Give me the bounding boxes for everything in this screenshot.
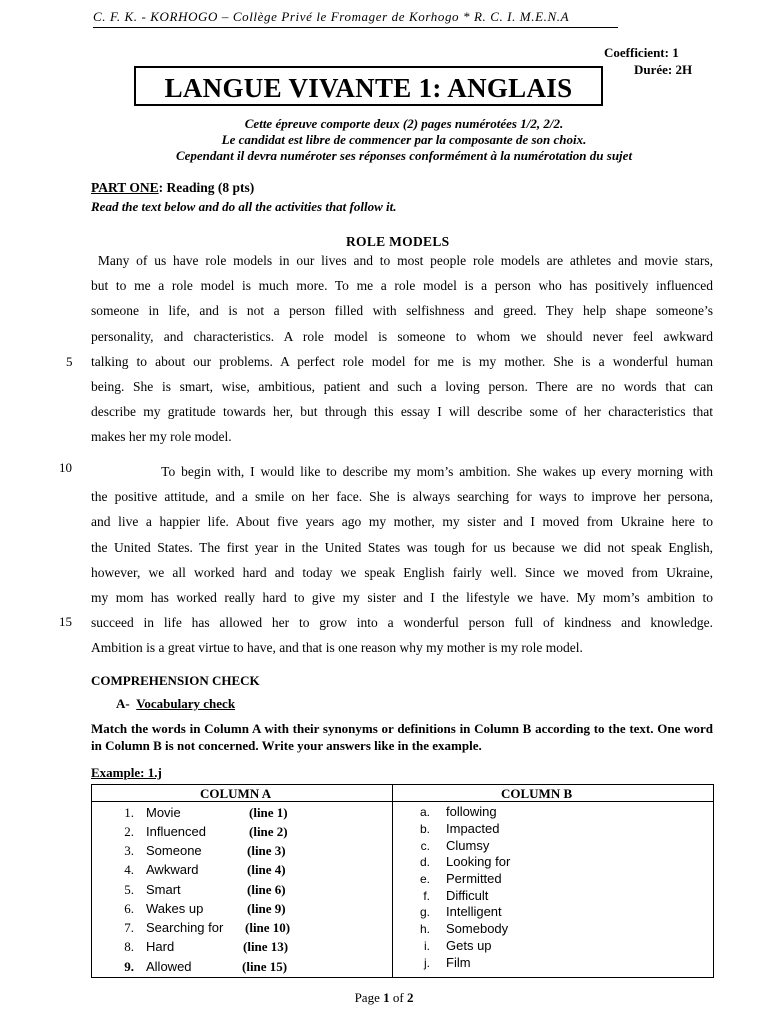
part-one-points: : Reading (8 pts)	[158, 180, 255, 195]
column-a-header: COLUMN A	[200, 786, 272, 801]
total-pages: 2	[406, 990, 414, 1005]
column-b-row	[392, 938, 714, 955]
duration: Durée: 2H	[634, 62, 693, 77]
row-line-ref: (line 13)	[243, 939, 289, 954]
row-letter: d.	[419, 855, 430, 869]
column-b-row	[392, 854, 714, 871]
text-line: but to me a role model is much more. To me a role model is a person who has positively influenced	[91, 278, 713, 294]
column-b-row	[392, 904, 714, 921]
row-number: 8.	[124, 939, 134, 954]
row-word: Movie	[146, 805, 181, 820]
text-line: To begin with, I would like to describe my mom’s ambition. She wakes up every morning with	[91, 464, 713, 479]
column-a-row	[92, 822, 392, 841]
text-line: talking to about our problems. A perfect role model for me is my mother. She is a wonderful human	[91, 353, 713, 369]
text-line: describe my gratitude towards her, but through this essay I will describe some of her characteristics that	[91, 404, 713, 420]
row-line-ref: (line 15)	[242, 959, 288, 974]
row-line-ref: (line 6)	[247, 882, 286, 897]
header-rule	[93, 27, 618, 28]
row-line-ref: (line 2)	[249, 824, 288, 839]
page-footer	[0, 990, 768, 1006]
row-word: Hard	[146, 939, 175, 954]
school-header: C. F. K. - KORHOGO – Collège Privé le Fromager de Korhogo * R. C. I. M.E.N.A	[93, 9, 570, 24]
row-word: Influenced	[146, 824, 206, 839]
row-word: Intelligent	[446, 904, 502, 919]
row-number: 9.	[124, 959, 134, 974]
column-b-header: COLUMN B	[501, 786, 573, 801]
matching-table	[91, 784, 714, 978]
part-one-heading	[91, 180, 254, 196]
vocab-label: Vocabulary check	[136, 696, 236, 711]
exam-title: LANGUE VIVANTE 1: ANGLAIS	[134, 66, 603, 106]
table-header-rule	[92, 801, 713, 802]
paragraph-2	[91, 459, 713, 661]
column-a-row	[92, 880, 392, 899]
text-line: the United States. The first year in the United States was tough for us because we did not speak English,	[91, 539, 713, 555]
text-line: makes her my role model.	[91, 429, 232, 445]
row-letter: g.	[419, 905, 430, 919]
column-a-row	[92, 860, 392, 879]
row-number: 6.	[124, 901, 134, 916]
row-line-ref: (line 3)	[247, 843, 286, 858]
reading-instruction: Read the text below and do all the activities that follow it.	[91, 199, 397, 214]
column-b-row	[392, 871, 714, 888]
example: Example: 1.j	[91, 765, 162, 780]
paragraph-1	[91, 248, 713, 450]
row-letter: c.	[420, 839, 430, 853]
row-letter: e.	[419, 872, 430, 886]
row-word: Smart	[146, 882, 181, 897]
row-letter: a.	[419, 805, 430, 819]
column-a-row	[92, 918, 392, 937]
row-word: Somebody	[446, 921, 509, 936]
row-word: Permitted	[446, 871, 502, 886]
row-letter: i.	[424, 939, 430, 953]
column-b-row	[392, 838, 714, 855]
column-b-row	[392, 804, 714, 821]
column-b-row	[392, 821, 714, 838]
row-word: Gets up	[446, 938, 492, 953]
vocab-prefix: A-	[116, 696, 130, 711]
comprehension-check-heading: COMPREHENSION CHECK	[91, 673, 260, 688]
text-line: being. She is smart, wise, ambitious, patient and such a loving person. There are no words that can	[91, 378, 713, 394]
text-line: my mom has worked really hard to give my sister and I the lifestyle we have. My mom’s ambition to	[91, 589, 713, 605]
row-line-ref: (line 10)	[245, 920, 291, 935]
column-b-row	[392, 921, 714, 938]
row-number: 3.	[124, 843, 134, 858]
current-page: 1	[383, 990, 390, 1005]
line-number: 15	[59, 614, 72, 629]
text-line: however, we all worked hard and today we speak English fairly well. Since we moved from Ukraine,	[91, 564, 713, 580]
column-a-row	[92, 957, 392, 976]
row-word: Wakes up	[146, 901, 204, 916]
text-title: ROLE MODELS	[346, 234, 450, 249]
intro-line: Le candidat est libre de commencer par la composante de son choix.	[221, 132, 587, 147]
text-line: and live a happier life. About five years ago my mother, my sister and I moved from Ukraine here to	[91, 514, 713, 530]
match-instruction: Match the words in Column A with their synonyms or definitions in Column B according to the text. One word in Column B is not concerned. Write your answers like in the example.	[91, 721, 713, 753]
row-word: Awkward	[146, 862, 199, 877]
row-line-ref: (line 4)	[247, 862, 286, 877]
row-word: Impacted	[446, 821, 500, 836]
text-line: succeed in life has allowed her to grow into a wonderful person full of kindness and knowledge.	[91, 615, 713, 631]
row-number: 1.	[124, 805, 134, 820]
column-b-row	[392, 888, 714, 905]
row-line-ref: (line 1)	[249, 805, 288, 820]
row-word: following	[446, 804, 497, 819]
row-word: Film	[446, 955, 471, 970]
column-a-row	[92, 899, 392, 918]
row-word: Allowed	[146, 959, 192, 974]
row-line-ref: (line 9)	[247, 901, 286, 916]
row-word: Difficult	[446, 888, 489, 903]
row-word: Someone	[146, 843, 202, 858]
text-line: someone in life, and is not a person filled with selfishness and greed. They help shape someone’s	[91, 303, 713, 319]
row-word: Clumsy	[446, 838, 490, 853]
column-b-row	[392, 955, 714, 972]
row-number: 4.	[124, 862, 134, 877]
vocabulary-check-heading	[116, 696, 235, 712]
footer-prefix: Page	[354, 990, 384, 1005]
column-a-row	[92, 803, 392, 822]
exam-intro	[60, 116, 748, 164]
row-letter: b.	[419, 822, 430, 836]
row-letter: f.	[423, 889, 430, 903]
row-word: Searching for	[146, 920, 224, 935]
row-number: 7.	[124, 920, 134, 935]
intro-line: Cependant il devra numéroter ses réponses conformément à la numérotation du sujet	[175, 148, 633, 163]
footer-middle: of	[389, 990, 407, 1005]
row-number: 2.	[124, 824, 134, 839]
column-a-row	[92, 841, 392, 860]
part-one-label: PART ONE	[91, 180, 159, 195]
column-a-row	[92, 937, 392, 956]
row-word: Looking for	[446, 854, 511, 869]
text-line: Many of us have role models in our lives and to most people role models are athletes and movie stars,	[91, 253, 713, 268]
coefficient: Coefficient: 1	[604, 45, 679, 60]
text-line: personality, and characteristics. A role model is someone to whom we should never feel awkward	[91, 328, 713, 344]
row-number: 5.	[124, 882, 134, 897]
text-line: the positive attitude, and a smile on her face. She is always searching for ways to improve her persona,	[91, 489, 713, 505]
line-number: 5	[66, 354, 73, 369]
line-number: 10	[59, 460, 72, 475]
row-letter: j.	[424, 956, 430, 970]
intro-line: Cette épreuve comporte deux (2) pages numérotées 1/2, 2/2.	[244, 116, 564, 131]
row-letter: h.	[419, 922, 430, 936]
text-line: Ambition is a great virtue to have, and that is one reason why my mother is my role model.	[91, 640, 583, 656]
